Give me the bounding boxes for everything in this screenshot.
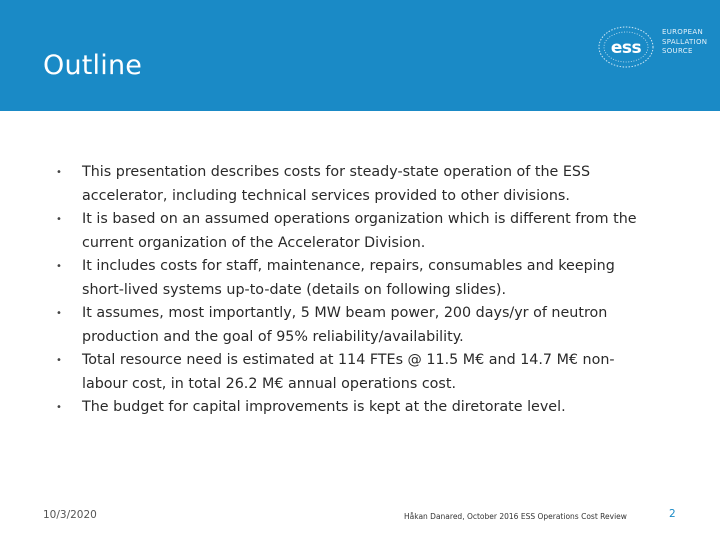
slide-title: Outline bbox=[43, 50, 143, 81]
bullet-dot: • bbox=[56, 261, 62, 272]
title-bar bbox=[0, 0, 720, 111]
bullet-dot: • bbox=[56, 402, 62, 413]
bullet-item bbox=[56, 302, 656, 349]
logo-line: EUROPEAN bbox=[662, 28, 703, 36]
footer-date: 10/3/2020 bbox=[43, 509, 97, 521]
page-number: 2 bbox=[669, 508, 676, 520]
bullet-text: The budget for capital improvements is kept at the diretorate level. bbox=[82, 399, 566, 415]
bullet-item bbox=[56, 161, 656, 208]
ess-logo-mark: ess bbox=[610, 38, 642, 58]
bullet-item bbox=[56, 208, 656, 255]
bullet-item bbox=[56, 349, 656, 396]
logo-line: SOURCE bbox=[662, 47, 693, 55]
bullet-item bbox=[56, 255, 656, 302]
bullet-text: Total resource need is estimated at 114 FTEs @ 11.5 M€ and 14.7 M€ non-labour cost, in total 26.2 M€ annual operations cost. bbox=[82, 352, 615, 392]
bullet-text: It assumes, most importantly, 5 MW beam power, 200 days/yr of neutron production and the goal of 95% reliability/availability. bbox=[82, 305, 608, 345]
bullet-text: It is based on an assumed operations organization which is different from the current organization of the Accelerator Division. bbox=[82, 211, 637, 251]
logo-line: SPALLATION bbox=[662, 37, 708, 46]
bullet-text: This presentation describes costs for steady-state operation of the ESS accelerator, including technical services provided to other divisions. bbox=[82, 164, 591, 204]
bullet-item bbox=[56, 396, 656, 420]
bullet-list bbox=[56, 161, 656, 420]
footer-presenter: Håkan Danared, October 2016 ESS Operations Cost Review bbox=[404, 512, 627, 521]
bullet-text: It includes costs for staff, maintenance, repairs, consumables and keeping short-lived systems up-to-date (details on following slides). bbox=[82, 258, 615, 298]
bullet-dot: • bbox=[56, 167, 62, 178]
bullet-dot: • bbox=[56, 214, 62, 225]
bullet-dot: • bbox=[56, 355, 62, 366]
bullet-dot: • bbox=[56, 308, 62, 319]
logo-wordmark bbox=[662, 28, 707, 57]
